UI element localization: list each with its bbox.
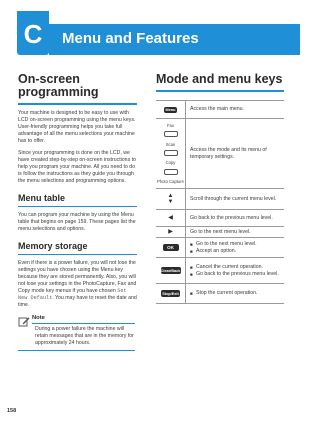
bullet-text: Accept an option. [196,247,237,254]
ok-key-icon: OK [163,244,179,251]
bullet-text: Go back to the previous menu level. [196,270,279,277]
chapter-letter: C [23,19,43,49]
key-row-up-down [156,189,284,210]
menu-table-rule [18,206,137,207]
key-cell [156,258,186,283]
key-cell [156,227,186,237]
key-desc: Go to the next menu level. [190,228,251,235]
key-desc: Access the mode and its menu of temporary settings. [190,146,267,160]
key-desc: Access the main menu. [190,106,244,112]
memory-storage-heading: Memory storage [18,241,88,251]
list-item [190,264,281,271]
bullet-text: Stop the current operation. [196,290,258,296]
key-desc: Go back to the previous menu level. [190,214,273,221]
chapter-title: Menu and Features [62,30,199,47]
key-desc [186,258,284,283]
fax-key-icon [164,131,178,137]
on-screen-programming-heading: On-screen programming [18,72,99,99]
set-new-default-code: Set New Default [18,288,127,301]
menu-key-icon: Menu [165,107,176,112]
bullet-icon: ■ [190,291,193,296]
bullet-icon: ■ [190,241,193,247]
key-row-clear-back [156,258,284,284]
right-column [156,73,284,304]
heading-rule-right [156,90,284,92]
key-cell [156,284,186,303]
key-cell [156,210,186,226]
down-arrow-icon: ▼ [167,199,174,205]
stop-exit-key-icon: Stop/Exit [162,291,179,296]
intro-paragraph-2: Since your programming is done on the LCD, we have created step-by-step on-screen instructions to help you program your machine. All you need to do is follow the instructions as they guide you through the menu selections and programming options. [18,150,136,184]
key-row-ok [156,238,284,258]
fax-mode-label: Fax [167,122,174,128]
bullet-text: Go to the next menu level. [196,240,257,247]
clear-back-key-icon: Clear/Back [160,268,181,273]
key-desc [186,284,284,303]
copy-mode-label: Copy [165,160,176,166]
key-table [156,100,284,304]
scan-key-icon [164,150,178,156]
note-text: During a power failure the machine will retain messages that are in the memory for approximately 24 hours. [35,326,134,346]
bullet-icon: ■ [190,264,193,270]
key-desc: Scroll through the current menu level. [190,195,277,202]
chapter-tab [17,11,49,55]
list-item [190,290,281,297]
intro-paragraph: Your machine is designed to be easy to use with LCD on-screen programming using the menu keys. User-friendly programming helps you take full advantage of all the menu selections your machine has to offer. [18,110,136,144]
heading-rule [18,103,137,105]
key-row-stop-exit [156,284,284,304]
note-rule [32,323,135,324]
memory-storage-rule [18,254,137,255]
left-column [18,73,137,351]
list-item [190,248,281,255]
key-cell [156,101,186,118]
list-item [190,271,281,278]
key-cell [156,238,186,257]
page-number: 158 [7,408,17,414]
menu-table-heading: Menu table [18,193,66,203]
left-arrow-icon: ◀ [168,215,173,221]
photo-capture-mode-label: Photo Capture [156,179,184,185]
memory-storage-paragraph [18,260,137,309]
key-cell [156,189,186,209]
note-pencil-icon [18,315,30,327]
key-row-modes [156,119,284,189]
note-end-rule [18,350,135,351]
bullet-icon: ■ [190,271,193,277]
scan-mode-label: Scan [165,141,176,147]
up-arrow-icon: ▲ [167,193,174,199]
right-arrow-icon: ▶ [168,229,173,235]
bullet-text: Cancel the current operation. [196,263,263,270]
key-cell [156,119,186,188]
key-row-menu [156,101,284,119]
mode-menu-keys-heading: Mode and menu keys [156,72,283,86]
memory-text-after: . You may have to reset the date and time. [18,295,137,308]
list-item [190,241,281,248]
note-box [18,313,137,351]
memory-text-before: Even if there is a power failure, you will not lose the settings you have chosen using the Menu key because they are stored permanently. Also, you will not lose your settings in the PhotoCapture, Fax and Copy mode key menus if you have chosen [18,260,137,294]
key-row-right [156,227,284,238]
note-label: Note [32,315,45,321]
copy-key-icon [164,169,178,175]
bullet-icon: ■ [190,248,193,254]
key-desc [186,238,284,257]
key-row-left [156,210,284,227]
menu-table-paragraph: You can program your machine by using the Menu table that begins on page 159. These pages list the menu selections and options. [18,212,136,232]
